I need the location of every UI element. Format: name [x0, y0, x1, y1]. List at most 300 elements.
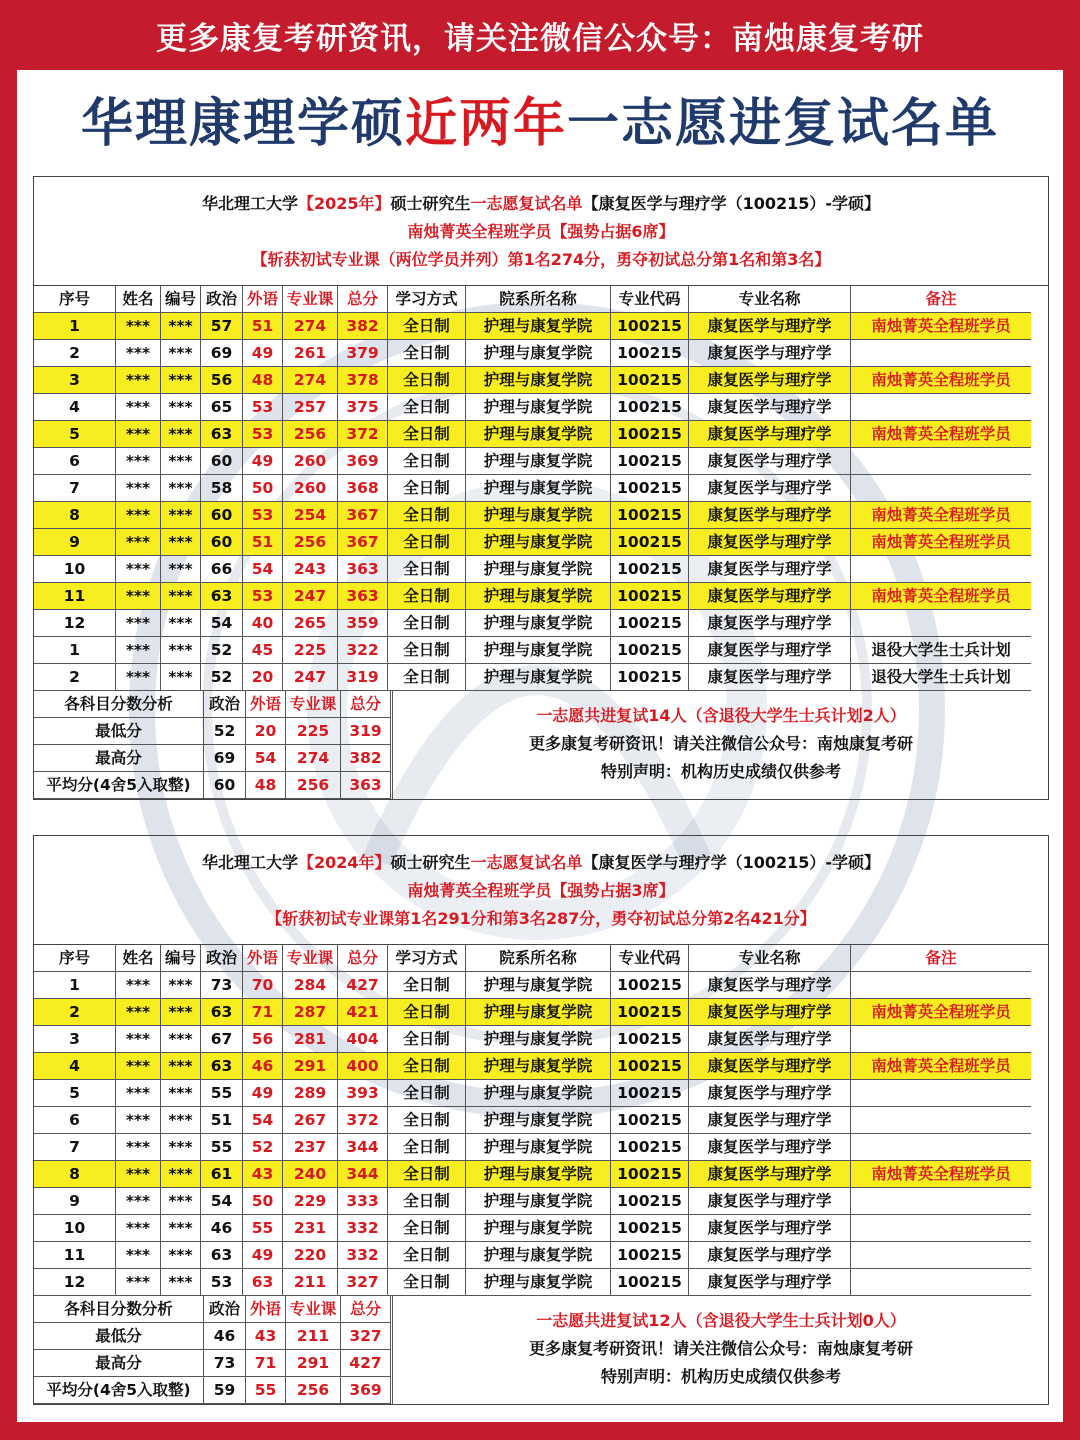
- table-cell: 护理与康复学院: [466, 502, 611, 529]
- table-cell: 100215: [611, 340, 689, 367]
- table-cell: 100215: [611, 421, 689, 448]
- stats-header: 政治: [204, 691, 246, 718]
- table-cell: 全日制: [388, 972, 466, 999]
- table-cell: 退役大学生士兵计划: [851, 637, 1031, 664]
- table-cell: [851, 1134, 1031, 1161]
- table-cell: 全日制: [388, 1188, 466, 1215]
- column-header: 专业课: [283, 286, 338, 313]
- table-cell: 54: [243, 556, 283, 583]
- stats-cell: 327: [341, 1323, 391, 1350]
- table-cell: 全日制: [388, 1161, 466, 1188]
- table-cell: ***: [116, 340, 161, 367]
- table-cell: [851, 1107, 1031, 1134]
- table-cell: ***: [161, 313, 201, 340]
- table-cell: ***: [161, 1026, 201, 1053]
- column-header: 政治: [201, 945, 243, 972]
- column-header: 政治: [201, 286, 243, 313]
- table-cell: 护理与康复学院: [466, 610, 611, 637]
- table-cell: 247: [283, 664, 338, 691]
- table-cell: 56: [201, 367, 243, 394]
- table-cell: 全日制: [388, 1215, 466, 1242]
- stats-header: 专业课: [286, 691, 341, 718]
- table-cell: 100215: [611, 1188, 689, 1215]
- table-cell: 289: [283, 1080, 338, 1107]
- table-cell: 291: [283, 1053, 338, 1080]
- table-cell: ***: [161, 637, 201, 664]
- table-cell: 100215: [611, 367, 689, 394]
- title-part-2: 一志愿进复试名单: [567, 94, 1000, 154]
- table-cell: 护理与康复学院: [466, 1161, 611, 1188]
- stats-cell: 382: [341, 745, 391, 772]
- table-cell: 69: [201, 340, 243, 367]
- column-header: 外语: [243, 945, 283, 972]
- table-cell: 南烛菁英全程班学员: [851, 529, 1031, 556]
- table-cell: 52: [201, 664, 243, 691]
- table-cell: 康复医学与理疗学: [689, 583, 851, 610]
- table-cell: 康复医学与理疗学: [689, 1026, 851, 1053]
- table-cell: ***: [116, 448, 161, 475]
- table-cell: 100215: [611, 1107, 689, 1134]
- table-cell: 12: [34, 610, 116, 637]
- table-cell: 2: [34, 999, 116, 1026]
- table-cell: 332: [338, 1242, 388, 1269]
- table-heading: [34, 836, 1048, 944]
- stats-cell: 73: [204, 1350, 246, 1377]
- table-cell: 54: [243, 1107, 283, 1134]
- table-cell: 康复医学与理疗学: [689, 367, 851, 394]
- table-cell: 287: [283, 999, 338, 1026]
- table-cell: 49: [243, 1080, 283, 1107]
- table-cell: 327: [338, 1269, 388, 1296]
- table-cell: 332: [338, 1215, 388, 1242]
- column-header: 院系所名称: [466, 286, 611, 313]
- table-cell: 237: [283, 1134, 338, 1161]
- table-cell: ***: [116, 972, 161, 999]
- table-cell: 46: [243, 1053, 283, 1080]
- table-cell: 护理与康复学院: [466, 367, 611, 394]
- table-cell: 南烛菁英全程班学员: [851, 1053, 1031, 1080]
- stats-section: [34, 1296, 1048, 1404]
- table-cell: ***: [116, 1161, 161, 1188]
- table-cell: ***: [161, 583, 201, 610]
- table-cell: 护理与康复学院: [466, 1134, 611, 1161]
- table-cell: 康复医学与理疗学: [689, 1053, 851, 1080]
- table-cell: 55: [243, 1215, 283, 1242]
- table-cell: 20: [243, 664, 283, 691]
- table-cell: 100215: [611, 637, 689, 664]
- table-cell: ***: [116, 1026, 161, 1053]
- table-cell: ***: [161, 1188, 201, 1215]
- table-cell: 100215: [611, 972, 689, 999]
- column-header: 备注: [851, 286, 1031, 313]
- table-cell: 全日制: [388, 999, 466, 1026]
- table-cell: ***: [116, 1053, 161, 1080]
- table-cell: 2: [34, 340, 116, 367]
- table-heading: [34, 177, 1048, 285]
- table-cell: 7: [34, 475, 116, 502]
- table-cell: 护理与康复学院: [466, 1215, 611, 1242]
- stats-header: 各科目分数分析: [34, 1296, 204, 1323]
- table-cell: [851, 1215, 1031, 1242]
- table-cell: 6: [34, 448, 116, 475]
- table-cell: [851, 1080, 1031, 1107]
- table-cell: 240: [283, 1161, 338, 1188]
- table-cell: 南烛菁英全程班学员: [851, 1161, 1031, 1188]
- table-cell: ***: [161, 1107, 201, 1134]
- table-cell: 367: [338, 529, 388, 556]
- table-cell: 100215: [611, 556, 689, 583]
- table-cell: [851, 394, 1031, 421]
- table-cell: 50: [243, 1188, 283, 1215]
- table-cell: 100215: [611, 502, 689, 529]
- table-cell: 254: [283, 502, 338, 529]
- column-header: 专业名称: [689, 945, 851, 972]
- table-cell: ***: [116, 529, 161, 556]
- table-cell: 393: [338, 1080, 388, 1107]
- table-cell: 全日制: [388, 475, 466, 502]
- table-cell: 护理与康复学院: [466, 1188, 611, 1215]
- table-cell: 51: [243, 529, 283, 556]
- table-cell: 康复医学与理疗学: [689, 1161, 851, 1188]
- stats-cell: 59: [204, 1377, 246, 1404]
- table-cell: 63: [243, 1269, 283, 1296]
- column-header: 序号: [34, 945, 116, 972]
- table-cell: 375: [338, 394, 388, 421]
- table-cell: ***: [116, 1188, 161, 1215]
- heading-major: 【康复医学与理疗学（100215）-学硕】: [582, 853, 881, 872]
- table-cell: 378: [338, 367, 388, 394]
- table-cell: ***: [116, 583, 161, 610]
- table-cell: 73: [201, 972, 243, 999]
- table-cell: 51: [243, 313, 283, 340]
- heading-line-2: 南烛菁英全程班学员【强势占据6席】: [407, 222, 675, 241]
- table-cell: 229: [283, 1188, 338, 1215]
- summary-line-1: 一志愿共进复试14人（含退役大学生士兵计划2人）: [536, 706, 906, 725]
- column-header: 备注: [851, 945, 1031, 972]
- table-cell: 护理与康复学院: [466, 394, 611, 421]
- stats-cell: 225: [286, 718, 341, 745]
- column-header: 专业课: [283, 945, 338, 972]
- stats-cell: 最低分: [34, 1323, 204, 1350]
- score-table: [34, 285, 1048, 691]
- table-cell: ***: [116, 1242, 161, 1269]
- table-cell: 211: [283, 1269, 338, 1296]
- heading-school: 华北理工大学: [201, 853, 298, 872]
- table-cell: 344: [338, 1161, 388, 1188]
- table-cell: 67: [201, 1026, 243, 1053]
- heading-line-1: [34, 191, 1048, 214]
- table-cell: 400: [338, 1053, 388, 1080]
- table-cell: 53: [243, 583, 283, 610]
- table-cell: 58: [201, 475, 243, 502]
- table-cell: 53: [243, 394, 283, 421]
- table-cell: 65: [201, 394, 243, 421]
- table-cell: 全日制: [388, 664, 466, 691]
- table-cell: 57: [201, 313, 243, 340]
- table-cell: 护理与康复学院: [466, 1107, 611, 1134]
- table-cell: ***: [161, 1269, 201, 1296]
- page-title: [17, 84, 1063, 164]
- table-cell: 265: [283, 610, 338, 637]
- stats-cell: 71: [246, 1350, 286, 1377]
- heading-line-3: 【斩获初试专业课（两位学员并列）第1名274分，勇夺初试总分第1名和第3名】: [251, 250, 831, 269]
- table-cell: 全日制: [388, 1107, 466, 1134]
- table-cell: 274: [283, 313, 338, 340]
- table-cell: 南烛菁英全程班学员: [851, 502, 1031, 529]
- stats-cell: 平均分(4舍5入取整): [34, 1377, 204, 1404]
- table-cell: 全日制: [388, 610, 466, 637]
- table-cell: 全日制: [388, 394, 466, 421]
- table-cell: 护理与康复学院: [466, 556, 611, 583]
- table-cell: [851, 340, 1031, 367]
- top-banner: 更多康复考研资讯，请关注微信公众号：南烛康复考研: [156, 20, 924, 57]
- table-cell: [851, 1242, 1031, 1269]
- table-cell: 63: [201, 421, 243, 448]
- table-cell: 南烛菁英全程班学员: [851, 367, 1031, 394]
- table-cell: 康复医学与理疗学: [689, 529, 851, 556]
- table-cell: 267: [283, 1107, 338, 1134]
- table-cell: 康复医学与理疗学: [689, 1080, 851, 1107]
- table-cell: 南烛菁英全程班学员: [851, 999, 1031, 1026]
- table-cell: 51: [201, 1107, 243, 1134]
- table-cell: 康复医学与理疗学: [689, 1134, 851, 1161]
- stats-cell: 最高分: [34, 1350, 204, 1377]
- stats-cell: 46: [204, 1323, 246, 1350]
- table-cell: 54: [201, 610, 243, 637]
- table-cell: 369: [338, 448, 388, 475]
- table-cell: 261: [283, 340, 338, 367]
- table-cell: 康复医学与理疗学: [689, 1107, 851, 1134]
- table-cell: 护理与康复学院: [466, 529, 611, 556]
- table-cell: 243: [283, 556, 338, 583]
- stats-header: 各科目分数分析: [34, 691, 204, 718]
- table-cell: ***: [161, 1053, 201, 1080]
- summary-line-2: 更多康复考研资讯！请关注微信公众号：南烛康复考研: [528, 1339, 913, 1358]
- stats-cell: 43: [246, 1323, 286, 1350]
- table-cell: [851, 475, 1031, 502]
- stats-cell: 20: [246, 718, 286, 745]
- table-cell: 护理与康复学院: [466, 475, 611, 502]
- table-cell: 10: [34, 1215, 116, 1242]
- table-panel-2024: [33, 835, 1049, 1405]
- table-cell: 71: [243, 999, 283, 1026]
- table-cell: 护理与康复学院: [466, 1026, 611, 1053]
- table-cell: 100215: [611, 1161, 689, 1188]
- table-cell: 363: [338, 583, 388, 610]
- table-cell: 护理与康复学院: [466, 637, 611, 664]
- stats-cell: 55: [246, 1377, 286, 1404]
- table-cell: 100215: [611, 313, 689, 340]
- table-cell: 382: [338, 313, 388, 340]
- table-cell: 363: [338, 556, 388, 583]
- table-cell: ***: [116, 502, 161, 529]
- table-cell: 康复医学与理疗学: [689, 637, 851, 664]
- table-cell: [851, 1026, 1031, 1053]
- table-cell: 100215: [611, 610, 689, 637]
- table-cell: 全日制: [388, 502, 466, 529]
- title-part-1: 华理康理学硕: [80, 94, 405, 154]
- stats-cell: 319: [341, 718, 391, 745]
- table-cell: 5: [34, 421, 116, 448]
- heading-line-2: 南烛菁英全程班学员【强势占据3席】: [407, 881, 675, 900]
- table-cell: 1: [34, 972, 116, 999]
- stats-header: 外语: [246, 1296, 286, 1323]
- table-cell: 100215: [611, 1242, 689, 1269]
- table-cell: 康复医学与理疗学: [689, 556, 851, 583]
- table-cell: 全日制: [388, 637, 466, 664]
- heading-degree: 硕士研究生: [390, 194, 471, 213]
- table-cell: 55: [201, 1134, 243, 1161]
- table-cell: 护理与康复学院: [466, 972, 611, 999]
- table-cell: 379: [338, 340, 388, 367]
- table-cell: 404: [338, 1026, 388, 1053]
- table-cell: ***: [116, 637, 161, 664]
- table-cell: 康复医学与理疗学: [689, 502, 851, 529]
- stats-header: 专业课: [286, 1296, 341, 1323]
- summary-line-1: 一志愿共进复试12人（含退役大学生士兵计划0人）: [536, 1311, 906, 1330]
- table-cell: 66: [201, 556, 243, 583]
- table-cell: 421: [338, 999, 388, 1026]
- table-cell: 护理与康复学院: [466, 313, 611, 340]
- table-cell: ***: [116, 367, 161, 394]
- heading-line-3: 【斩获初试专业课第1名291分和第3名287分，勇夺初试总分第2名421分】: [266, 909, 816, 928]
- table-cell: 1: [34, 637, 116, 664]
- table-cell: 护理与康复学院: [466, 448, 611, 475]
- table-cell: ***: [161, 999, 201, 1026]
- table-cell: 100215: [611, 664, 689, 691]
- table-cell: 退役大学生士兵计划: [851, 664, 1031, 691]
- table-cell: 63: [201, 999, 243, 1026]
- table-cell: 6: [34, 1107, 116, 1134]
- stats-cell: 369: [341, 1377, 391, 1404]
- table-cell: 257: [283, 394, 338, 421]
- stats-cell: 最低分: [34, 718, 204, 745]
- table-cell: 8: [34, 1161, 116, 1188]
- table-cell: 康复医学与理疗学: [689, 1215, 851, 1242]
- table-cell: 全日制: [388, 583, 466, 610]
- table-cell: 100215: [611, 1269, 689, 1296]
- table-cell: 康复医学与理疗学: [689, 610, 851, 637]
- table-cell: 49: [243, 340, 283, 367]
- stats-header: 政治: [204, 1296, 246, 1323]
- table-cell: [851, 1269, 1031, 1296]
- table-cell: 9: [34, 1188, 116, 1215]
- table-cell: ***: [116, 475, 161, 502]
- table-cell: ***: [161, 1161, 201, 1188]
- table-cell: 7: [34, 1134, 116, 1161]
- stats-cell: 最高分: [34, 745, 204, 772]
- stats-table: [34, 1296, 392, 1404]
- stats-header: 总分: [341, 691, 391, 718]
- table-cell: 52: [201, 637, 243, 664]
- table-cell: 260: [283, 475, 338, 502]
- table-cell: 55: [201, 1080, 243, 1107]
- table-cell: 全日制: [388, 340, 466, 367]
- summary-notes: [392, 1296, 1049, 1404]
- stats-cell: 48: [246, 772, 286, 799]
- table-cell: 40: [243, 610, 283, 637]
- stats-cell: 256: [286, 772, 341, 799]
- table-cell: 护理与康复学院: [466, 583, 611, 610]
- table-cell: [851, 556, 1031, 583]
- stats-cell: 274: [286, 745, 341, 772]
- table-cell: ***: [116, 1215, 161, 1242]
- table-cell: 全日制: [388, 1269, 466, 1296]
- table-cell: 全日制: [388, 1242, 466, 1269]
- table-cell: 372: [338, 1107, 388, 1134]
- table-cell: 333: [338, 1188, 388, 1215]
- table-cell: 康复医学与理疗学: [689, 475, 851, 502]
- summary-line-3: 特别声明：机构历史成绩仅供参考: [600, 762, 841, 781]
- table-cell: 359: [338, 610, 388, 637]
- table-cell: 53: [243, 421, 283, 448]
- table-cell: 100215: [611, 475, 689, 502]
- table-cell: 274: [283, 367, 338, 394]
- table-cell: 2: [34, 664, 116, 691]
- table-cell: 护理与康复学院: [466, 999, 611, 1026]
- table-cell: 61: [201, 1161, 243, 1188]
- stats-header: 外语: [246, 691, 286, 718]
- table-cell: ***: [161, 972, 201, 999]
- table-cell: 护理与康复学院: [466, 421, 611, 448]
- table-cell: 全日制: [388, 556, 466, 583]
- table-cell: 康复医学与理疗学: [689, 313, 851, 340]
- table-panel-2025: [33, 176, 1049, 800]
- table-cell: 南烛菁英全程班学员: [851, 313, 1031, 340]
- table-cell: 护理与康复学院: [466, 664, 611, 691]
- table-cell: 247: [283, 583, 338, 610]
- table-cell: ***: [116, 313, 161, 340]
- table-cell: 全日制: [388, 448, 466, 475]
- table-cell: 49: [243, 448, 283, 475]
- table-cell: ***: [161, 1080, 201, 1107]
- table-cell: 康复医学与理疗学: [689, 448, 851, 475]
- stats-cell: 54: [246, 745, 286, 772]
- table-cell: 49: [243, 1242, 283, 1269]
- summary-line-2: 更多康复考研资讯！请关注微信公众号：南烛康复考研: [528, 734, 913, 753]
- table-cell: 344: [338, 1134, 388, 1161]
- table-cell: 319: [338, 664, 388, 691]
- table-cell: 11: [34, 583, 116, 610]
- table-cell: 护理与康复学院: [466, 1080, 611, 1107]
- table-cell: 护理与康复学院: [466, 340, 611, 367]
- table-cell: 全日制: [388, 367, 466, 394]
- stats-cell: 60: [204, 772, 246, 799]
- table-cell: ***: [161, 340, 201, 367]
- stats-cell: 256: [286, 1377, 341, 1404]
- column-header: 姓名: [116, 286, 161, 313]
- column-header: 专业代码: [611, 286, 689, 313]
- table-cell: 5: [34, 1080, 116, 1107]
- table-cell: ***: [116, 664, 161, 691]
- stats-section: [34, 691, 1048, 799]
- table-cell: 康复医学与理疗学: [689, 972, 851, 999]
- column-header: 学习方式: [388, 286, 466, 313]
- table-cell: 全日制: [388, 1026, 466, 1053]
- table-cell: 52: [243, 1134, 283, 1161]
- heading-line-1: [34, 850, 1048, 873]
- table-cell: 南烛菁英全程班学员: [851, 583, 1031, 610]
- table-cell: 全日制: [388, 313, 466, 340]
- table-cell: ***: [161, 1134, 201, 1161]
- table-cell: 367: [338, 502, 388, 529]
- stats-cell: 52: [204, 718, 246, 745]
- table-cell: 3: [34, 367, 116, 394]
- table-cell: 368: [338, 475, 388, 502]
- table-cell: 100215: [611, 1215, 689, 1242]
- table-cell: ***: [116, 556, 161, 583]
- table-cell: ***: [116, 421, 161, 448]
